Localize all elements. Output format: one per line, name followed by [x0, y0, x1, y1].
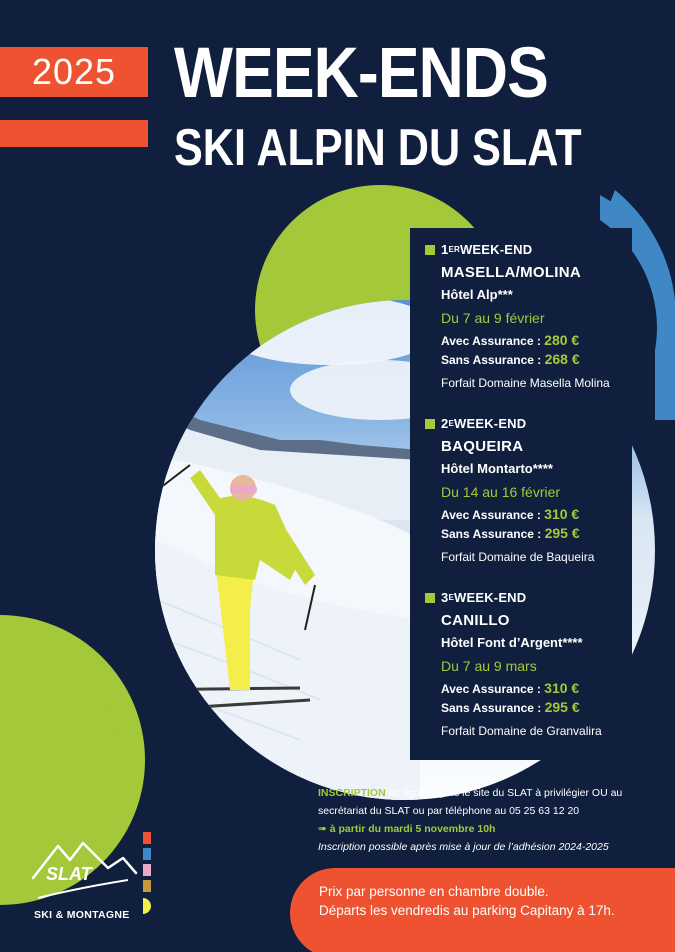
ski-pass: Forfait Domaine de Granvalira: [441, 724, 602, 738]
dates: Du 14 au 16 février: [441, 484, 561, 500]
inscription-info: INSCRIPTION en ligne depuis le site du SLAT à privilégier OU au secrétariat du SLAT ou par téléphone au 05 25 63 12 20 ➠ à partir du mardi 5 novembre 10h Inscription possible après mise à jour de l’adhésion 2024-2025: [318, 787, 623, 853]
destination: BAQUEIRA: [441, 438, 524, 455]
weekend-2: [425, 416, 665, 564]
inscription-start: à partir du mardi 5 novembre 10h: [326, 823, 496, 835]
logo-tagline: SKI & MONTAGNE: [34, 909, 130, 921]
inscription-keyword: INSCRIPTION: [318, 787, 386, 799]
ski-pass: Forfait Domaine Masella Molina: [441, 376, 610, 390]
page-title: WEEK-ENDS: [174, 34, 548, 113]
footer-text: Prix par personne en chambre double. Départs les vendredis au parking Capitany à 17h.: [319, 884, 615, 918]
price-with-insurance: Avec Assurance : 310 €: [441, 506, 580, 522]
ski-pass: Forfait Domaine de Baqueira: [441, 550, 595, 564]
dates: Du 7 au 9 mars: [441, 658, 537, 674]
logo-text: SLAT: [46, 864, 92, 884]
price-with-insurance: Avec Assurance : 310 €: [441, 680, 580, 696]
green-square-icon: [425, 419, 435, 429]
price-without-insurance: Sans Assurance : 268 €: [441, 351, 580, 367]
price-with-insurance: Avec Assurance : 280 €: [441, 332, 580, 348]
hotel: Hôtel Alp***: [441, 287, 513, 302]
price-without-insurance: Sans Assurance : 295 €: [441, 525, 580, 541]
page-subtitle: SKI ALPIN DU SLAT: [174, 119, 582, 177]
year-badge: [0, 47, 148, 97]
price-without-insurance: Sans Assurance : 295 €: [441, 699, 580, 715]
arrow-right-icon: ➠: [318, 823, 327, 835]
weekend-heading: 1 ER WEEK-END: [425, 242, 665, 257]
destination: CANILLO: [441, 612, 510, 629]
green-square-icon: [425, 245, 435, 255]
dates: Du 7 au 9 février: [441, 310, 545, 326]
year-text: 2025: [31, 51, 117, 92]
hotel: Hôtel Montarto****: [441, 461, 553, 476]
weekend-heading: 2 E WEEK-END: [425, 416, 665, 431]
green-square-icon: [425, 593, 435, 603]
orange-bar: [0, 120, 148, 147]
weekend-heading: 3 E WEEK-END: [425, 590, 665, 605]
weekend-1: [425, 242, 665, 390]
weekend-3: [425, 590, 665, 738]
destination: MASELLA/MOLINA: [441, 264, 582, 281]
hotel: Hôtel Font d’Argent****: [441, 635, 583, 650]
inscription-note: Inscription possible après mise à jour de l’adhésion 2024-2025: [318, 841, 609, 853]
